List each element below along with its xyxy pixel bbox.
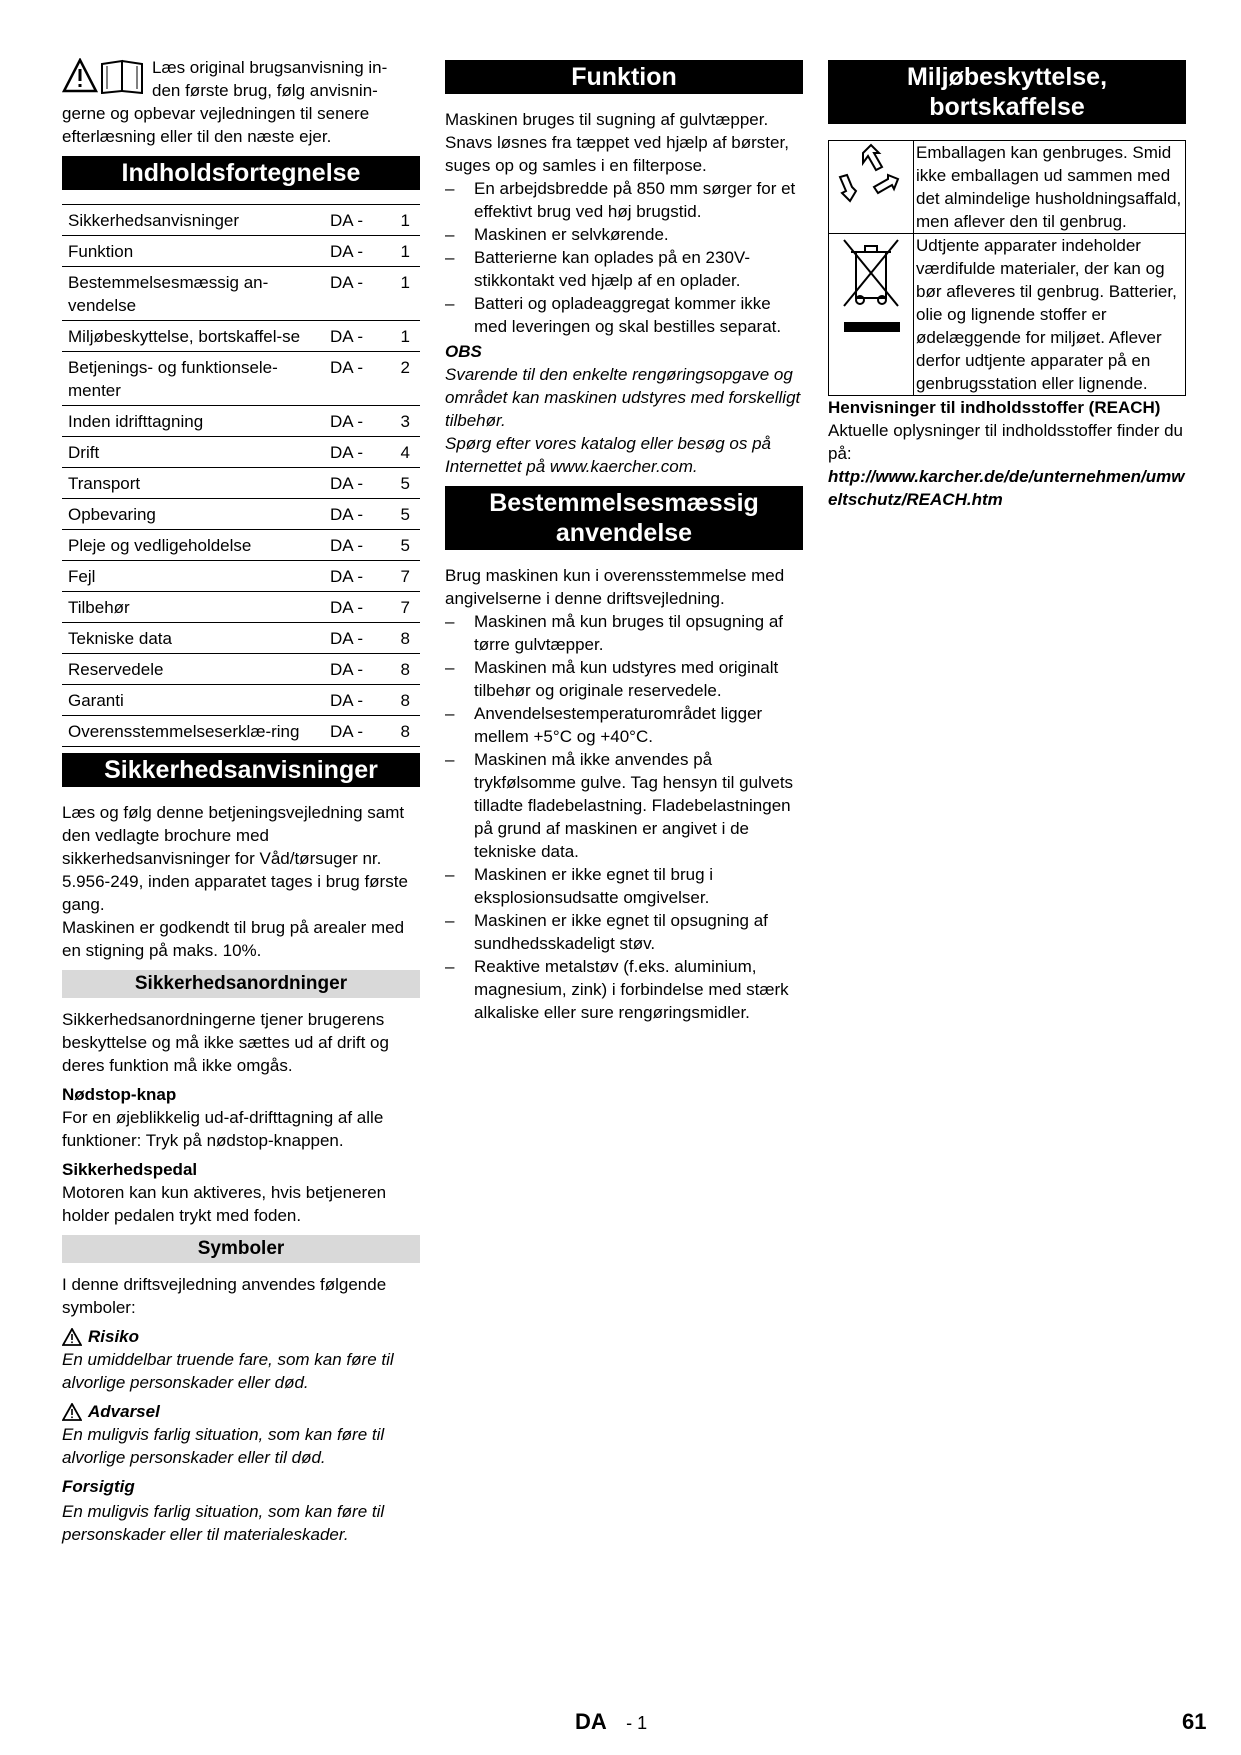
safety-paragraph-1: Læs og følg denne betjeningsvejledning samt den vedlagte brochure med sikkerhedsanvisninger for Våd/tørsuger nr. 5.956-249, inden apparatet tages i brug første gang. (62, 803, 408, 914)
safety-devices-heading: Sikkerhedsanordninger (62, 970, 420, 998)
list-item: – Maskinen er ikke egnet til opsugning af sundhedsskadeligt støv. (445, 909, 803, 955)
risk-label (62, 1325, 420, 1348)
list-item: – Maskinen må ikke anvendes på trykfølsomme gulve. Tag hensyn til gulvets tilladte fladebelastning. Fladebelastningen på grund af maskinen er angivet i de tekniske data. (445, 748, 803, 863)
footer-page-number: 61 (1182, 1709, 1207, 1734)
list-item: – Batterierne kan oplades på en 230V-stikkontakt ved hjælp af en oplader. (445, 246, 803, 292)
toc-page: 1 (370, 205, 420, 236)
toc-page: 4 (370, 437, 420, 468)
toc-page: 8 (370, 716, 420, 747)
note-text-2: Spørg efter vores katalog eller besøg os på Internettet på www.kaercher.com. (445, 434, 771, 476)
toc-page: 3 (370, 406, 420, 437)
warning-title: Advarsel (88, 1402, 160, 1421)
toc-row[interactable] (62, 654, 420, 685)
toc-page: 8 (370, 623, 420, 654)
note-title: OBS (445, 342, 482, 361)
toc-section: DA - (324, 205, 370, 236)
reach-heading: Henvisninger til indholdsstoffer (REACH) (828, 398, 1161, 417)
toc-title: Betjenings- og funktionsele-menter (62, 352, 324, 406)
list-item: – Maskinen er selvkørende. (445, 223, 803, 246)
toc-section: DA - (324, 561, 370, 592)
toc-heading: Indholdsfortegnelse (62, 156, 420, 190)
toc-page: 8 (370, 654, 420, 685)
toc-page: 7 (370, 592, 420, 623)
toc-section: DA - (324, 437, 370, 468)
toc-row[interactable] (62, 685, 420, 716)
intro-text: gerne og opbevar vejledningen til senere efterlæsning eller til den næste ejer. (62, 104, 370, 146)
warning-triangle-icon (62, 1403, 82, 1421)
toc-row[interactable] (62, 406, 420, 437)
environment-text-appliance: Udtjente apparater indeholder værdifulde materialer, der kan og bør afleveres til genbrug. Batterier, olie og lignende stoffer er ødelæggende for miljøet. Aflever derfor udtjente apparater på en genbrugsstation eller lignende. (914, 234, 1186, 396)
symbols-heading: Symboler (62, 1235, 420, 1263)
list-item: – Maskinen må kun bruges til opsugning af tørre gulvtæpper. (445, 610, 803, 656)
toc-title: Fejl (62, 561, 324, 592)
toc-page: 1 (370, 267, 420, 321)
intro-block (62, 56, 420, 148)
crossed-bin-icon (836, 234, 906, 334)
toc-title: Drift (62, 437, 324, 468)
toc-page: 5 (370, 530, 420, 561)
toc-row[interactable] (62, 468, 420, 499)
safety-paragraph-2: Maskinen er godkendt til brug på arealer med en stigning på maks. 10%. (62, 918, 405, 960)
caution-title: Forsigtig (62, 1477, 135, 1496)
list-item: – En arbejdsbredde på 850 mm sørger for et effektivt brug ved høj brugstid. (445, 177, 803, 223)
environment-text-packaging: Emballagen kan genbruges. Smid ikke emballagen ud sammen med det almindelige husholdningsaffald, men aflever den til genbrug. (914, 141, 1186, 234)
toc-section: DA - (324, 468, 370, 499)
toc-row[interactable] (62, 530, 420, 561)
list-item: – Reaktive metalstøv (f.eks. aluminium, magnesium, zink) i forbindelse med stærk alkaliske eller sure rengøringsmidler. (445, 955, 803, 1024)
note-text: Svarende til den enkelte rengøringsopgave og området kan maskinen udstyres med forskelligt tilbehør. (445, 365, 801, 430)
column-right (828, 56, 1186, 511)
intro-line1: Læs original brugsanvisning in- (152, 58, 388, 77)
toc-row[interactable] (62, 716, 420, 747)
warning-manual-icon (62, 58, 144, 94)
toc-section: DA - (324, 530, 370, 561)
toc-row[interactable] (62, 205, 420, 236)
list-item: – Anvendelsestemperaturområdet ligger mellem +5°C og +40°C. (445, 702, 803, 748)
toc-section: DA - (324, 406, 370, 437)
toc-page: 1 (370, 236, 420, 267)
toc-row[interactable] (62, 437, 420, 468)
list-item: – Maskinen må kun udstyres med originalt tilbehør og originale reservedele. (445, 656, 803, 702)
toc-section: DA - (324, 499, 370, 530)
toc-section: DA - (324, 623, 370, 654)
pedal-heading: Sikkerhedspedal (62, 1160, 198, 1179)
toc-row[interactable] (62, 352, 420, 406)
toc-title: Overensstemmelseserklæ-ring (62, 716, 324, 747)
warning-triangle-icon (62, 1328, 82, 1346)
toc-table (62, 204, 420, 747)
recycling-icon (836, 141, 906, 211)
toc-row[interactable] (62, 321, 420, 352)
toc-title: Funktion (62, 236, 324, 267)
toc-section: DA - (324, 685, 370, 716)
reach-text: Aktuelle oplysninger til indholdsstoffer finder du på: (828, 421, 1184, 463)
toc-title: Tilbehør (62, 592, 324, 623)
toc-page: 5 (370, 468, 420, 499)
column-middle (445, 56, 803, 1024)
list-item: – Batteri og opladeaggregat kommer ikke med leveringen og skal bestilles separat. (445, 292, 803, 338)
function-list (445, 177, 803, 338)
toc-row[interactable] (62, 499, 420, 530)
caution-text: En muligvis farlig situation, som kan føre til personskader eller til materialeskader. (62, 1502, 385, 1544)
footer-language: DA (575, 1709, 606, 1734)
toc-title: Bestemmelsesmæssig an-vendelse (62, 267, 324, 321)
warning-text: En muligvis farlig situation, som kan føre til alvorlige personskader eller til død. (62, 1425, 385, 1467)
toc-page: 1 (370, 321, 420, 352)
function-paragraph: Maskinen bruges til sugning af gulvtæpper. Snavs løsnes fra tæppet ved hjælp af børster, suges op og samles i en filterpose. (445, 110, 789, 175)
reach-link[interactable]: http://www.karcher.de/de/unternehmen/umweltschutz/REACH.htm (828, 467, 1185, 509)
toc-section: DA - (324, 716, 370, 747)
environment-row-packaging (829, 141, 1186, 234)
toc-section: DA - (324, 267, 370, 321)
toc-page: 7 (370, 561, 420, 592)
toc-title: Reservedele (62, 654, 324, 685)
toc-page: 8 (370, 685, 420, 716)
toc-row[interactable] (62, 267, 420, 321)
toc-section: DA - (324, 321, 370, 352)
warning-label (62, 1400, 420, 1423)
toc-row[interactable] (62, 592, 420, 623)
toc-title: Garanti (62, 685, 324, 716)
function-heading: Funktion (445, 60, 803, 94)
toc-title: Opbevaring (62, 499, 324, 530)
environment-row-appliance (829, 234, 1186, 396)
toc-page: 2 (370, 352, 420, 406)
environment-heading: Miljøbeskyttelse, bortskaffelse (828, 60, 1186, 124)
toc-title: Inden idrifttagning (62, 406, 324, 437)
symbols-intro: I denne driftsvejledning anvendes følgende symboler: (62, 1275, 387, 1317)
toc-title: Transport (62, 468, 324, 499)
toc-section: DA - (324, 592, 370, 623)
risk-text: En umiddelbar truende fare, som kan føre til alvorlige personskader eller død. (62, 1350, 394, 1392)
toc-page: 5 (370, 499, 420, 530)
list-item: – Maskinen er ikke egnet til brug i eksplosionsudsatte omgivelser. (445, 863, 803, 909)
weee-icon-cell (829, 234, 914, 396)
footer-language-page (575, 1710, 647, 1735)
intended-use-heading: Bestemmelsesmæssig anvendelse (445, 486, 803, 550)
environment-table (828, 140, 1186, 396)
estop-heading: Nødstop-knap (62, 1085, 177, 1104)
column-left (62, 56, 420, 1546)
intro-line2: den første brug, følg anvisnin- (152, 81, 378, 100)
footer-page-label: - 1 (626, 1713, 648, 1733)
toc-title: Pleje og vedligeholdelse (62, 530, 324, 561)
toc-row[interactable] (62, 561, 420, 592)
toc-row[interactable] (62, 236, 420, 267)
toc-section: DA - (324, 654, 370, 685)
intended-use-list (445, 610, 803, 1024)
toc-title: Tekniske data (62, 623, 324, 654)
toc-section: DA - (324, 236, 370, 267)
toc-row[interactable] (62, 623, 420, 654)
toc-title: Sikkerhedsanvisninger (62, 205, 324, 236)
risk-title: Risiko (88, 1327, 140, 1346)
safety-devices-text: Sikkerhedsanordningerne tjener brugerens beskyttelse og må ikke sættes ud af drift og deres funktion må ikke omgås. (62, 1010, 389, 1075)
toc-title: Miljøbeskyttelse, bortskaffel-se (62, 321, 324, 352)
estop-text: For en øjeblikkelig ud-af-drifttagning af alle funktioner: Tryk på nødstop-knappen. (62, 1108, 384, 1150)
intended-use-paragraph: Brug maskinen kun i overensstemmelse med angivelserne i denne driftsvejledning. (445, 566, 785, 608)
safety-heading: Sikkerhedsanvisninger (62, 753, 420, 787)
recycling-icon-cell (829, 141, 914, 234)
pedal-text: Motoren kan kun aktiveres, hvis betjeneren holder pedalen trykt med foden. (62, 1183, 387, 1225)
toc-section: DA - (324, 352, 370, 406)
